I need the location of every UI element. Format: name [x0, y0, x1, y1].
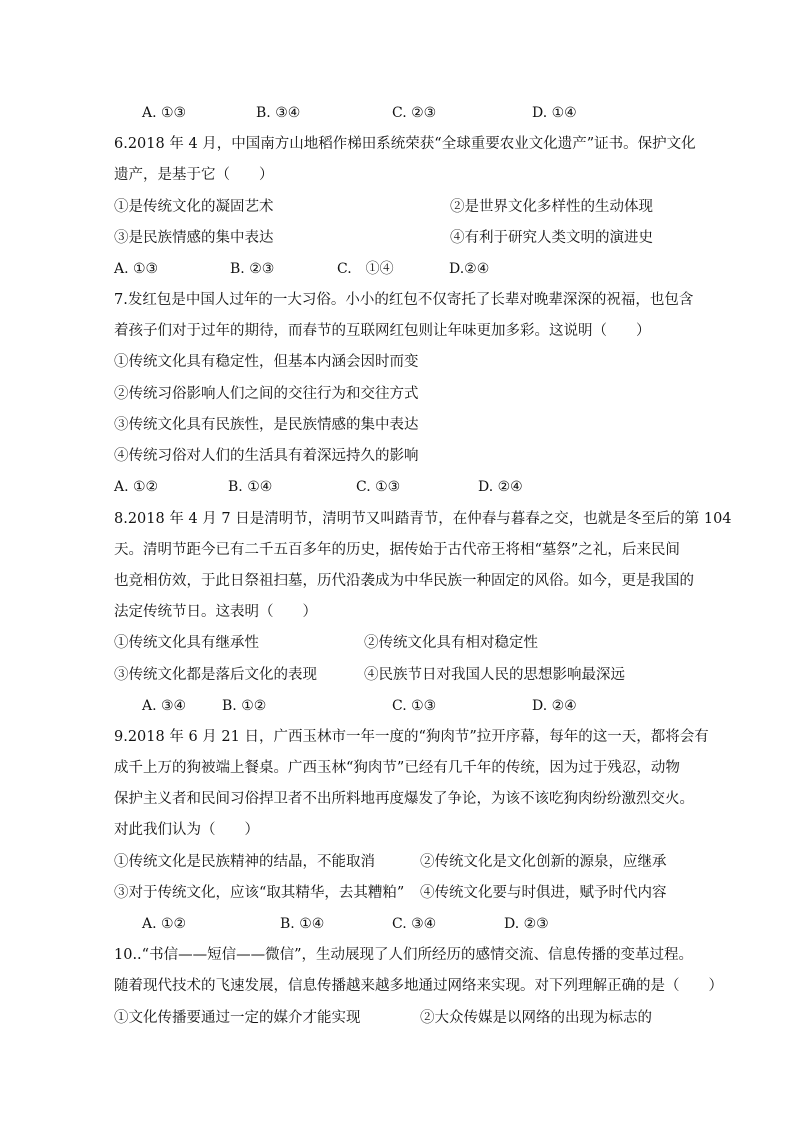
- q6-stem-line-1: 6.2018 年 4 月，中国南方山地稻作梯田系统荣获“全球重要农业文化遗产”证书。保护文化: [114, 136, 696, 152]
- q8-stem-line-4: 法定传统节日。这表明（ ）: [114, 604, 317, 620]
- q6-option-c: C. ①④: [337, 261, 394, 277]
- q9-option-a: A. ①②: [142, 916, 187, 932]
- q7-option-c: C. ①③: [356, 479, 401, 495]
- q9-item-1: ①传统文化是民族精神的结晶，不能取消: [114, 854, 375, 870]
- q7-option-a: A. ①②: [114, 479, 159, 495]
- q7-item-3: ③传统文化具有民族性，是民族情感的集中表达: [114, 417, 419, 433]
- q7-stem-line-2: 着孩子们对于过年的期待，而春节的互联网红包则让年味更加多彩。这说明（ ）: [114, 323, 651, 339]
- q6-item-2: ②是世界文化多样性的生动体现: [450, 199, 653, 215]
- q5-option-c: C. ②③: [392, 105, 437, 121]
- q6-option-a: A. ①③: [114, 261, 159, 277]
- q9-item-2: ②传统文化是文化创新的源泉，应继承: [420, 854, 667, 870]
- q6-stem-line-2: 遗产，是基于它（ ）: [114, 167, 274, 183]
- q7-item-2: ②传统习俗影响人们之间的交往行为和交往方式: [114, 386, 419, 402]
- q7-stem-line-1: 7.发红包是中国人过年的一大习俗。小小的红包不仅寄托了长辈对晚辈深深的祝福，也包含: [114, 292, 694, 308]
- q7-item-1: ①传统文化具有稳定性，但基本内涵会因时而变: [114, 354, 419, 370]
- q9-option-d: D. ②③: [504, 916, 549, 932]
- q10-stem-line-1: 10..“书信——短信——微信”，生动展现了人们所经历的感情交流、信息传播的变革过程。: [114, 947, 693, 963]
- q7-item-4: ④传统习俗对人们的生活具有着深远持久的影响: [114, 448, 419, 464]
- q6-item-3: ③是民族情感的集中表达: [114, 230, 274, 246]
- q8-option-a: A. ③④: [142, 698, 187, 714]
- q9-stem-line-1: 9.2018 年 6 月 21 日，广西玉林市一年一度的“狗肉节”拉开序幕，每年的这一天，都将会有: [114, 729, 709, 745]
- q8-item-1: ①传统文化具有继承性: [114, 635, 259, 651]
- q9-stem-line-3: 保护主义者和民间习俗捍卫者不出所料地再度爆发了争论，为该不该吃狗肉纷纷激烈交火。: [114, 791, 694, 807]
- q7-option-d: D. ②④: [478, 479, 523, 495]
- q8-item-4: ④民族节日对我国人民的思想影响最深远: [364, 667, 625, 683]
- q9-item-4: ④传统文化要与时俱进，赋予时代内容: [420, 885, 667, 901]
- q8-option-c: C. ①③: [392, 698, 437, 714]
- q9-stem-line-4: 对此我们认为（ ）: [114, 822, 259, 838]
- q8-stem-line-3: 也竞相仿效，于此日祭祖扫墓，历代沿袭成为中华民族一种固定的风俗。如今，更是我国的: [114, 573, 694, 589]
- q8-stem-line-1: 8.2018 年 4 月 7 日是清明节，清明节又叫踏青节，在仲春与暮春之交，也就是冬至后的第 104: [114, 511, 732, 527]
- q10-item-1: ①文化传播要通过一定的媒介才能实现: [114, 1010, 361, 1026]
- q8-option-d: D. ②④: [532, 698, 577, 714]
- q9-option-c: C. ③④: [392, 916, 437, 932]
- q6-item-1: ①是传统文化的凝固艺术: [114, 199, 274, 215]
- q7-option-b: B. ①④: [228, 479, 273, 495]
- q8-stem-line-2: 天。清明节距今已有二千五百多年的历史，据传始于古代帝王将相“墓祭”之礼，后来民间: [114, 542, 680, 558]
- q5-option-d: D. ①④: [532, 105, 577, 121]
- q9-stem-line-2: 成千上万的狗被端上餐桌。广西玉林“狗肉节”已经有几千年的传统，因为过于残忍，动物: [114, 760, 680, 776]
- q10-stem-line-2: 随着现代技术的飞速发展，信息传播越来越多地通过网络来实现。对下列理解正确的是（ ）: [114, 978, 723, 994]
- q5-option-a: A. ①③: [142, 105, 187, 121]
- q5-option-b: B. ③④: [256, 105, 301, 121]
- q8-option-b: B. ①②: [222, 698, 267, 714]
- q8-item-3: ③传统文化都是落后文化的表现: [114, 667, 317, 683]
- q10-item-2: ②大众传媒是以网络的出现为标志的: [420, 1010, 652, 1026]
- q8-item-2: ②传统文化具有相对稳定性: [364, 635, 538, 651]
- q9-option-b: B. ①④: [280, 916, 325, 932]
- q6-option-d: D.②④: [449, 261, 490, 277]
- q6-option-b: B. ②③: [230, 261, 275, 277]
- q9-item-3: ③对于传统文化，应该“取其精华，去其糟粕”: [114, 885, 405, 901]
- q6-item-4: ④有利于研究人类文明的演进史: [450, 230, 653, 246]
